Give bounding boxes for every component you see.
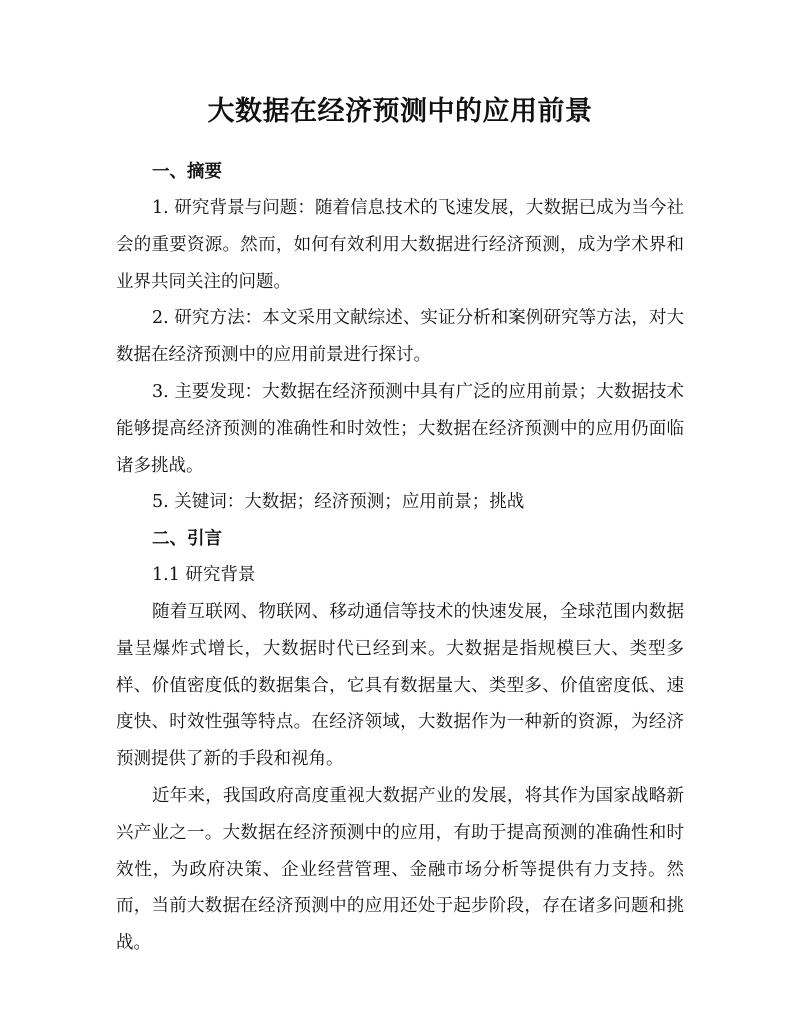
abstract-paragraph-keywords: 5. 关键词：大数据；经济预测；应用前景；挑战	[152, 492, 525, 513]
abstract-paragraph-findings: 3. 主要发现：大数据在经济预测中具有广泛的应用前景；大数据技术能够提高经济预测的准确性和时效性；大数据在经济预测中的应用仍面临诸多挑战。	[116, 381, 684, 476]
abstract-paragraph-method: 2. 研究方法：本文采用文献综述、实证分析和案例研究等方法，对大数据在经济预测中的应用前景进行探讨。	[116, 308, 684, 366]
intro-subheading: 1.1 研究背景	[152, 565, 256, 586]
document-title: 大数据在经济预测中的应用前景	[207, 96, 593, 127]
intro-heading: 二、引言	[152, 529, 222, 550]
intro-paragraph-1: 随着互联网、物联网、移动通信等技术的快速发展，全球范围内数据量呈爆炸式增长，大数据时代已经到来。大数据是指规模巨大、类型多样、价值密度低的数据集合，它具有数据量大、类型多、价值密度低、速度快、时效性强等特点。在经济领域，大数据作为一种新的资源，为经济预测提供了新的手段和视角。	[116, 601, 684, 770]
abstract-heading: 一、摘要	[152, 162, 222, 182]
intro-paragraph-2: 近年来，我国政府高度重视大数据产业的发展，将其作为国家战略新兴产业之一。大数据在经济预测中的应用，有助于提高预测的准确性和时效性，为政府决策、企业经营管理、金融市场分析等提供有力支持。然而，当前大数据在经济预测中的应用还处于起步阶段，存在诸多问题和挑战。	[116, 785, 684, 954]
document-page	[116, 92, 684, 962]
abstract-paragraph-background: 1. 研究背景与问题：随着信息技术的飞速发展，大数据已成为当今社会的重要资源。然而，如何有效利用大数据进行经济预测，成为学术界和业界共同关注的问题。	[116, 198, 684, 292]
